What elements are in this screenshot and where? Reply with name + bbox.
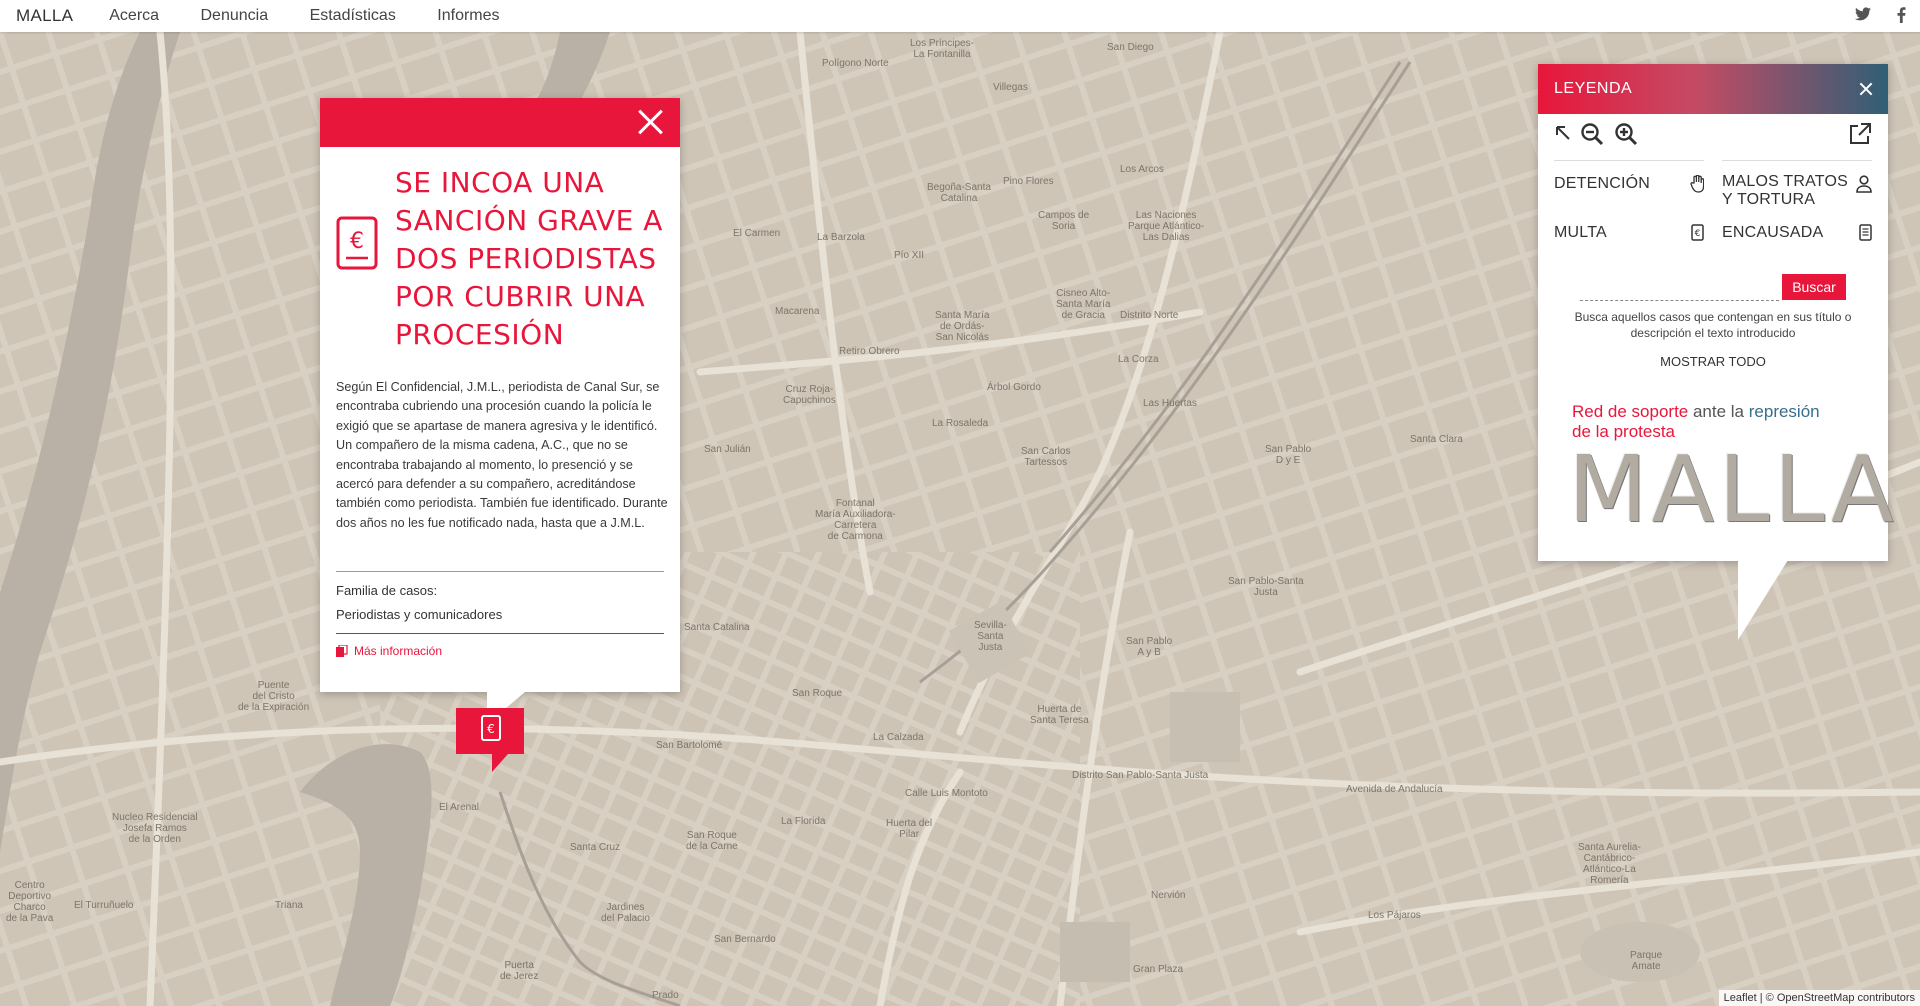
map-place-label: Árbol Gordo	[987, 382, 1041, 393]
tagline-part: represión	[1748, 402, 1820, 421]
map-place-label: La Corza	[1118, 354, 1159, 365]
tagline-part: ante la	[1688, 402, 1749, 421]
map-place-label: La Rosaleda	[932, 418, 989, 429]
map-place-label: Santa María de Ordás- San Nicolás	[935, 310, 990, 343]
map-place-label: Los Arcos	[1120, 164, 1164, 175]
map-place-label: El Turruñuelo	[74, 900, 134, 911]
legend-item-detencion[interactable]	[1554, 160, 1704, 192]
map-attribution[interactable]: Leaflet | © OpenStreetMap contributors	[1719, 990, 1920, 1006]
person-icon	[1856, 175, 1872, 198]
search-button[interactable]: Buscar	[1782, 274, 1846, 300]
svg-text:€: €	[350, 229, 364, 254]
hand-icon	[1690, 175, 1704, 198]
facebook-icon[interactable]	[1897, 7, 1906, 27]
map-place-label: Nervión	[1151, 890, 1186, 901]
map-place-label: El Carmen	[733, 228, 781, 239]
more-info-link[interactable]	[336, 644, 442, 658]
legend-tail	[1738, 560, 1788, 640]
map-place-label: San Diego	[1107, 42, 1154, 53]
map-place-label: Begoña-Santa Catalina	[927, 182, 991, 204]
show-all-button[interactable]: MOSTRAR TODO	[1660, 354, 1766, 369]
map-place-label: San Carlos Tartessos	[1021, 446, 1071, 468]
euro-document-icon	[1691, 224, 1704, 246]
map-place-label: Puerta de Jerez	[500, 960, 539, 982]
search-help-text: Busca aquellos casos que contengan en sus título o descripción el texto introducido	[1574, 310, 1852, 340]
map-place-label: Retiro Obrero	[839, 346, 900, 357]
euro-document-icon	[336, 216, 378, 275]
nav-acerca[interactable]: Acerca	[109, 7, 160, 24]
more-info-label: Más información	[354, 644, 443, 658]
map-place-label: San Julián	[704, 444, 751, 455]
map-place-label: Cruz Roja- Capuchinos	[783, 384, 836, 406]
nav-estadisticas[interactable]: Estadísticas	[309, 7, 396, 24]
map-place-label: Santa Cruz	[570, 842, 621, 853]
nav-denuncia[interactable]: Denuncia	[200, 7, 269, 24]
twitter-icon[interactable]	[1855, 7, 1871, 27]
map-place-label: Calle Luis Montoto	[905, 788, 988, 799]
svg-text:€: €	[487, 722, 495, 736]
map-place-label: San Bartolomé	[656, 740, 723, 751]
search-input[interactable]	[1580, 280, 1779, 301]
legend-panel	[1538, 64, 1898, 561]
map-place-label: Campos de Soria	[1038, 210, 1090, 232]
case-marker[interactable]	[456, 708, 524, 772]
map-place-label: Fontanal María Auxiliadora- Carretera de Carmona	[815, 498, 896, 542]
map-place-label: Santa Aurelia- Cantábrico- Atlántico-La Romería	[1578, 842, 1641, 886]
map-place-label: Macarena	[775, 306, 820, 317]
map-place-label: Distrito Norte	[1120, 310, 1179, 321]
map-place-label: Sevilla- Santa Justa	[974, 620, 1007, 653]
map-place-label: Santa Catalina	[684, 622, 750, 633]
legend-label: DETENCIÓN	[1554, 175, 1651, 192]
legend-item-multa[interactable]	[1554, 210, 1704, 241]
map-place-label: La Calzada	[873, 732, 924, 743]
legend-title: LEYENDA	[1554, 80, 1633, 97]
legend-header	[1538, 64, 1888, 114]
map-place-label: San Roque	[792, 688, 843, 699]
map-place-label: Distrito San Pablo-Santa Justa	[1072, 770, 1209, 781]
legend-label: MALOS TRATOS Y TORTURA	[1722, 173, 1848, 208]
map-place-label: Pío XII	[894, 250, 925, 261]
family-label: Familia de casos:	[336, 583, 438, 598]
family-value: Periodistas y comunicadores	[336, 607, 503, 622]
map-place-label: Nucleo Residencial Josefa Ramos de la Orden	[112, 812, 198, 845]
external-link-icon[interactable]	[1848, 122, 1872, 151]
map-place-label: Avenida de Andalucía	[1346, 784, 1443, 795]
map-place-label: Gran Plaza	[1133, 964, 1184, 975]
reset-view-icon[interactable]	[1554, 124, 1572, 147]
map-place-label: Parque Amate	[1630, 950, 1663, 972]
map-place-label: La Florida	[781, 816, 826, 827]
map-place-label: Triana	[275, 900, 303, 911]
nav-informes[interactable]: Informes	[437, 7, 500, 24]
legend-label: ENCAUSADA	[1722, 224, 1824, 241]
tagline-part: Red de soporte	[1572, 402, 1689, 421]
map-place-label: Pino Flores	[1003, 176, 1054, 187]
top-navbar	[0, 0, 1920, 32]
search-row	[1580, 274, 1842, 300]
zoom-out-icon[interactable]	[1580, 122, 1604, 151]
legend-label: MULTA	[1554, 224, 1607, 241]
map-place-label: San Pablo D y E	[1265, 444, 1312, 466]
map-place-label: El Arenal	[439, 802, 480, 813]
tagline-part: de la protesta	[1572, 422, 1676, 441]
map-place-label: San Bernardo	[714, 934, 776, 945]
svg-text:€: €	[1694, 229, 1701, 239]
case-popup	[320, 98, 680, 692]
map-place-label: Los Príncipes- La Fontanilla	[910, 38, 974, 60]
popup-title: SE INCOA UNA SANCIÓN GRAVE A DOS PERIODISTAS POR CUBRIR UNA PROCESIÓN	[395, 166, 663, 351]
map-place-label: Jardines del Palacio	[601, 902, 650, 924]
brand-logo[interactable]: MALLA	[16, 6, 74, 25]
map-place-label: Huerta del Pilar	[886, 818, 933, 840]
map-place-label: Santa Clara	[1410, 434, 1463, 445]
map-place-label: Las Huertas	[1143, 398, 1197, 409]
map-place-label: La Barzola	[817, 232, 865, 243]
map-place-label: Los Pájaros	[1368, 910, 1421, 921]
map-place-label: Las Naciones Parque Atlántico- Las Dalias	[1128, 210, 1205, 243]
map-place-label: Huerta de Santa Teresa	[1030, 704, 1089, 726]
malla-logo-wordmark: MALLA	[1568, 436, 1898, 543]
map-place-label: Centro Deportivo Charco de la Pava	[6, 880, 54, 924]
popup-description: Según El Confidencial, J.M.L., periodista de Canal Sur, se encontraba cubriendo una procesión cuando la policía le exigió que se apartase de manera agresiva y le identificó. Un compañero de la misma cadena, A.C., que no se encontraba trabajando al momento, lo presenció y se acercó para defender a su compañero, acreditándose también como periodista. También fue identificado. Durante dos años no les fue notificado nada, hasta que a J.M.L.	[336, 380, 668, 530]
popup-header	[320, 98, 680, 147]
map-place-label: Cisneo Alto- Santa María de Gracia	[1056, 288, 1111, 321]
map-place-label: San Roque de la Carne	[686, 830, 738, 852]
map-place-label: Villegas	[993, 82, 1028, 93]
legend-item-malos-tratos[interactable]	[1722, 160, 1872, 208]
zoom-in-icon[interactable]	[1614, 122, 1638, 151]
legend-close-icon[interactable]	[1858, 81, 1874, 97]
map-place-label: Polígono Norte	[822, 58, 889, 69]
legend-toolbar	[1554, 122, 1872, 152]
legend-item-encausada[interactable]	[1722, 210, 1872, 241]
document-icon	[1859, 224, 1872, 246]
social-links	[1855, 7, 1906, 27]
map-place-label: Puente del Cristo de la Expiración	[238, 680, 310, 713]
map-place-label: San Pablo-Santa Justa	[1228, 576, 1304, 598]
popup-divider	[336, 571, 664, 572]
popup-divider-accent	[336, 633, 664, 634]
main-nav	[109, 7, 536, 25]
popup-close-icon[interactable]	[634, 106, 666, 138]
documents-icon	[336, 645, 348, 657]
map-place-label: Prado	[652, 990, 679, 1001]
map-place-label: San Pablo A y B	[1126, 636, 1173, 658]
